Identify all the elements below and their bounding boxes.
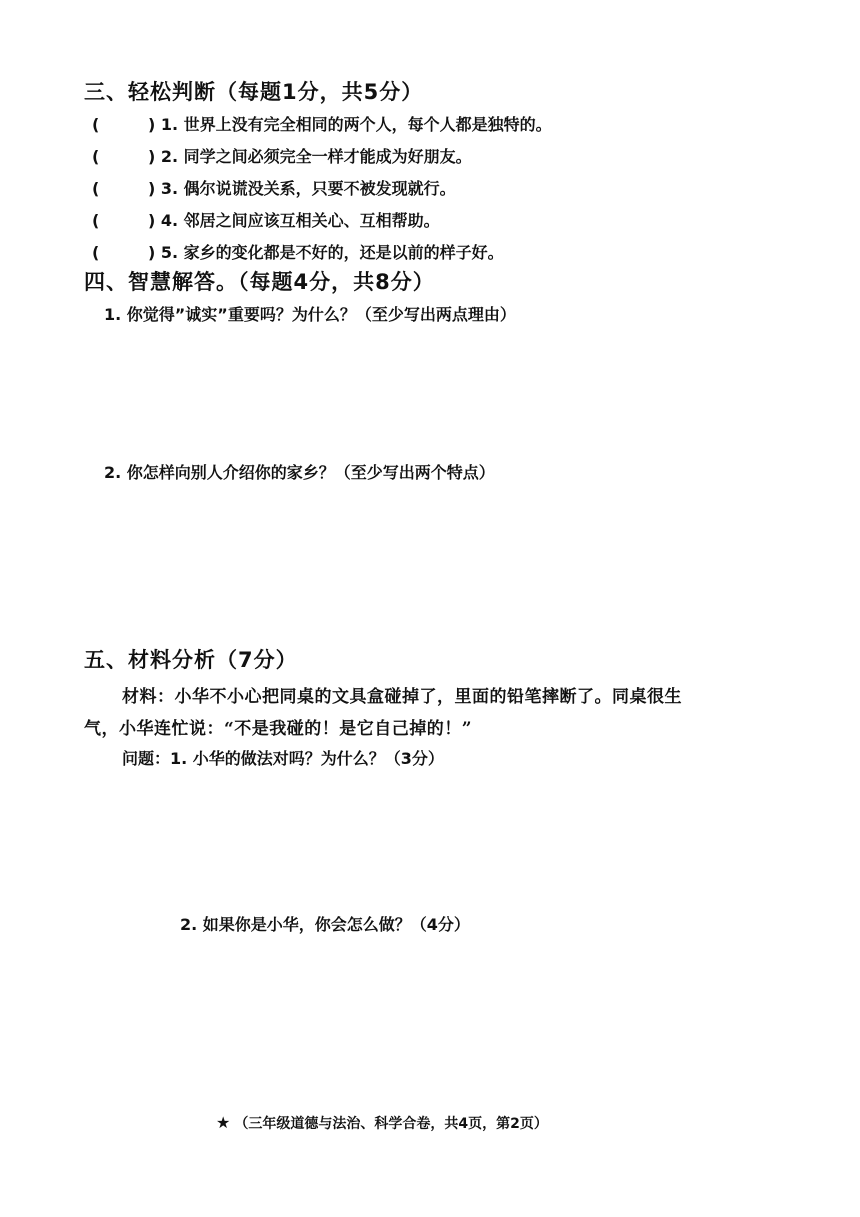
judge-item-text: ) 4. 邻居之间应该互相关心、互相帮助。 [148, 211, 440, 230]
answer-paren[interactable]: ( [92, 147, 100, 166]
question-5-2: 2. 如果你是小华，你会怎么做？（4分） [180, 915, 470, 934]
answer-paren[interactable]: ( [92, 179, 100, 198]
section4-title: 四、智慧解答。（每题4分，共8分） [84, 270, 435, 294]
judge-item-text: ) 5. 家乡的变化都是不好的，还是以前的样子好。 [148, 243, 504, 262]
answer-paren[interactable]: ( [92, 211, 100, 230]
question-4-1: 1. 你觉得”诚实”重要吗？为什么？（至少写出两点理由） [104, 305, 516, 324]
judge-item-2 [92, 144, 472, 167]
section3-title: 三、轻松判断（每题1分，共5分） [84, 80, 424, 104]
judge-item-3 [92, 176, 456, 199]
footer-text: （三年级道德与法治、科学合卷，共4页，第2页） [234, 1116, 548, 1132]
question-5-1: 问题：1. 小华的做法对吗？为什么？（3分） [122, 749, 444, 768]
judge-item-text: ) 2. 同学之间必须完全一样才能成为好朋友。 [148, 147, 472, 166]
judge-item-text: ) 1. 世界上没有完全相同的两个人，每个人都是独特的。 [148, 115, 552, 134]
judge-item-4 [92, 208, 440, 231]
material-line-2: 气，小华连忙说：“不是我碰的！是它自己掉的！” [84, 719, 473, 739]
page-footer [216, 1113, 548, 1133]
judge-item-text: ) 3. 偶尔说谎没关系，只要不被发现就行。 [148, 179, 456, 198]
star-icon: ★ [216, 1113, 231, 1132]
judge-item-1 [92, 112, 552, 135]
question-4-2: 2. 你怎样向别人介绍你的家乡？（至少写出两个特点） [104, 463, 495, 482]
judge-item-5 [92, 240, 504, 263]
answer-paren[interactable]: ( [92, 115, 100, 134]
section5-title: 五、材料分析（7分） [84, 648, 298, 672]
material-line-1: 材料：小华不小心把同桌的文具盒碰掉了，里面的铅笔摔断了。同桌很生 [122, 687, 682, 707]
answer-paren[interactable]: ( [92, 243, 100, 262]
